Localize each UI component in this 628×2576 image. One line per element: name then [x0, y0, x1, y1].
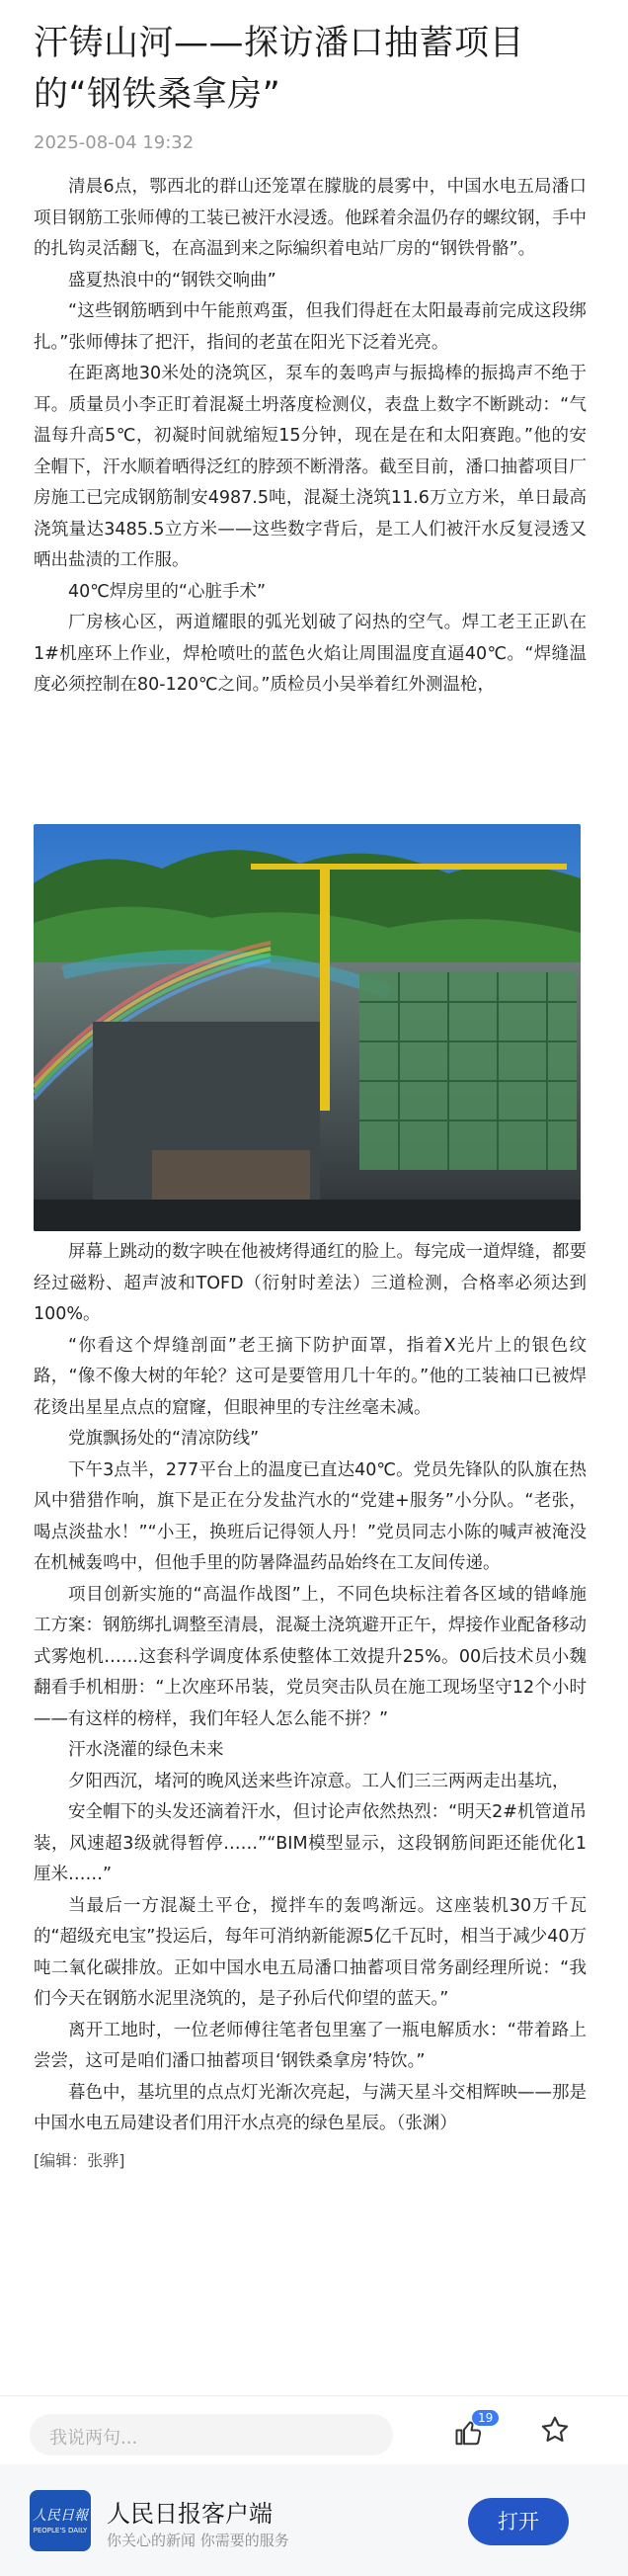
app-slogan: 你关心的新闻 你需要的服务 [107, 2532, 289, 2549]
paragraph: 夕阳西沉，堵河的晚风送来些许凉意。工人们三三两两走出基坑， [68, 1771, 570, 1791]
paragraph: 屏幕上跳动的数字映在他被烤得通红的脸上。每完成一道焊缝，都要经过磁粉、超声波和TOFD（衍射时差法）三道检测，合格率必须达到100%。 [34, 1242, 587, 1324]
paragraph: 当最后一方混凝土平仓，搅拌车的轰鸣渐远。这座装机30万千瓦的“超级充电宝”投运后，每年可消纳新能源5亿千瓦时，相当于减少40万吨二氧化碳排放。正如中国水电五局潘口抽蓄项目常务副经理所说：“我们今天在钢筋水泥里浇筑的，是子孙后代仰望的蓝天。” [34, 1895, 587, 2009]
section-heading: 40℃焊房里的“心脏手术” [68, 581, 267, 602]
bottom-action-bar [0, 2395, 628, 2465]
section-heading: 汗水浇灌的绿色未来 [68, 1740, 224, 1760]
paragraph: 在距离地30米处的浇筑区，泵车的轰鸣声与振捣棒的振捣声不绝于耳。质量员小李正盯着混凝土坍落度检测仪，表盘上数字不断跳动：“气温每升高5℃，初凝时间就缩短15分钟，现在是在和太阳赛跑。”他的安全帽下，汗水顺着晒得泛红的脖颈不断滑落。截至目前，潘口抽蓄项目厂房施工已完成钢筋制安4987.5吨，混凝土浇筑11.6万立方米，单日最高浇筑量达3485.5立方米——这些数字背后，是工人们被汗水反复浸透又晒出盐渍的工作服。 [34, 364, 587, 570]
article-photo[interactable] [34, 824, 581, 1231]
editor-credit: [编辑：张骅] [34, 2150, 125, 2170]
paragraph: 项目创新实施的“高温作战图”上，不同色块标注着各区域的错峰施工方案：钢筋绑扎调整至清晨，混凝土浇筑避开正午，焊接作业配备移动式雾炮机……这套科学调度体系使整体工效提升25%。00后技术员小魏翻看手机相册：“上次座环吊装，党员突击队员在施工现场坚守12个小时——有这样的榜样，我们年轻人怎么能不拼？” [34, 1584, 587, 1729]
star-icon[interactable] [539, 2414, 571, 2446]
app-name: 人民日报客户端 [107, 2500, 273, 2528]
construction-site-image [34, 824, 581, 1231]
paragraph: “这些钢筋晒到中午能煎鸡蛋，但我们得赶在太阳最毒前完成这段绑扎。”张师傅抹了把汗，指间的老茧在阳光下泛着光亮。 [34, 301, 587, 353]
article-title: 汗铸山河——探访潘口抽蓄项目的“钢铁桑拿房” [34, 24, 525, 115]
section-heading: 党旗飘扬处的“清凉防线” [68, 1429, 260, 1449]
article-body-part-2 [34, 1237, 587, 2171]
app-download-banner [0, 2464, 628, 2576]
comment-input[interactable] [30, 2414, 393, 2455]
paragraph: “你看这个焊缝剖面”老王摘下防护面罩，指着X光片上的银色纹路，“像不像大树的年轮？这可是要管用几十年的。”他的工装袖口已被焊花烫出星星点点的窟窿，但眼神里的专注丝毫未减。 [34, 1335, 587, 1418]
paragraph: 暮色中，基坑里的点点灯光渐次亮起，与满天星斗交相辉映——那是中国水电五局建设者们用汗水点亮的绿色星辰。（张渊） [34, 2082, 587, 2133]
people-daily-logo: 人民日報 PEOPLE'S DAILY [30, 2490, 91, 2551]
publish-date: 2025-08-04 19:32 [34, 132, 195, 153]
paragraph: 清晨6点，鄂西北的群山还笼罩在朦胧的晨雾中，中国水电五局潘口项目钢筋工张师傅的工装已被汗水浸透。他踩着余温仍存的螺纹钢，手中的扎钩灵活翻飞，在高温到来之际编织着电站厂房的“钢铁骨骼”。 [34, 177, 587, 259]
article-body-part-1 [34, 172, 587, 702]
like-count-badge: 19 [472, 2410, 499, 2426]
open-app-button[interactable]: 打开 [468, 2498, 569, 2545]
comment-placeholder: 我说两句... [49, 2428, 138, 2449]
paragraph: 下午3点半，277平台上的温度已直达40℃。党员先锋队的队旗在热风中猎猎作响，旗下是正在分发盐汽水的“党建+服务”小分队。“老张，喝点淡盐水！”“小王，换班后记得领人丹！”党员同志小陈的喊声被淹没在机械轰鸣中，但他手里的防暑降温药品始终在工友间传递。 [34, 1459, 587, 1573]
paragraph: 厂房核心区，两道耀眼的弧光划破了闷热的空气。焊工老王正趴在1#机座环上作业，焊枪喷吐的蓝色火焰让周围温度直逼40℃。“焊缝温度必须控制在80-120℃之间。”质检员小吴举着红外测温枪， [34, 613, 587, 695]
paragraph: 安全帽下的头发还滴着汗水，但讨论声依然热烈：“明天2#机管道吊装，风速超3级就得暂停……”“BIM模型显示，这段钢筋间距还能优化1厘米……” [34, 1802, 587, 1884]
paragraph: 离开工地时，一位老师傅往笔者包里塞了一瓶电解质水：“带着路上尝尝，这可是咱们潘口抽蓄项目‘钢铁桑拿房’特饮。” [34, 2020, 587, 2071]
section-heading: 盛夏热浪中的“钢铁交响曲” [68, 270, 276, 291]
